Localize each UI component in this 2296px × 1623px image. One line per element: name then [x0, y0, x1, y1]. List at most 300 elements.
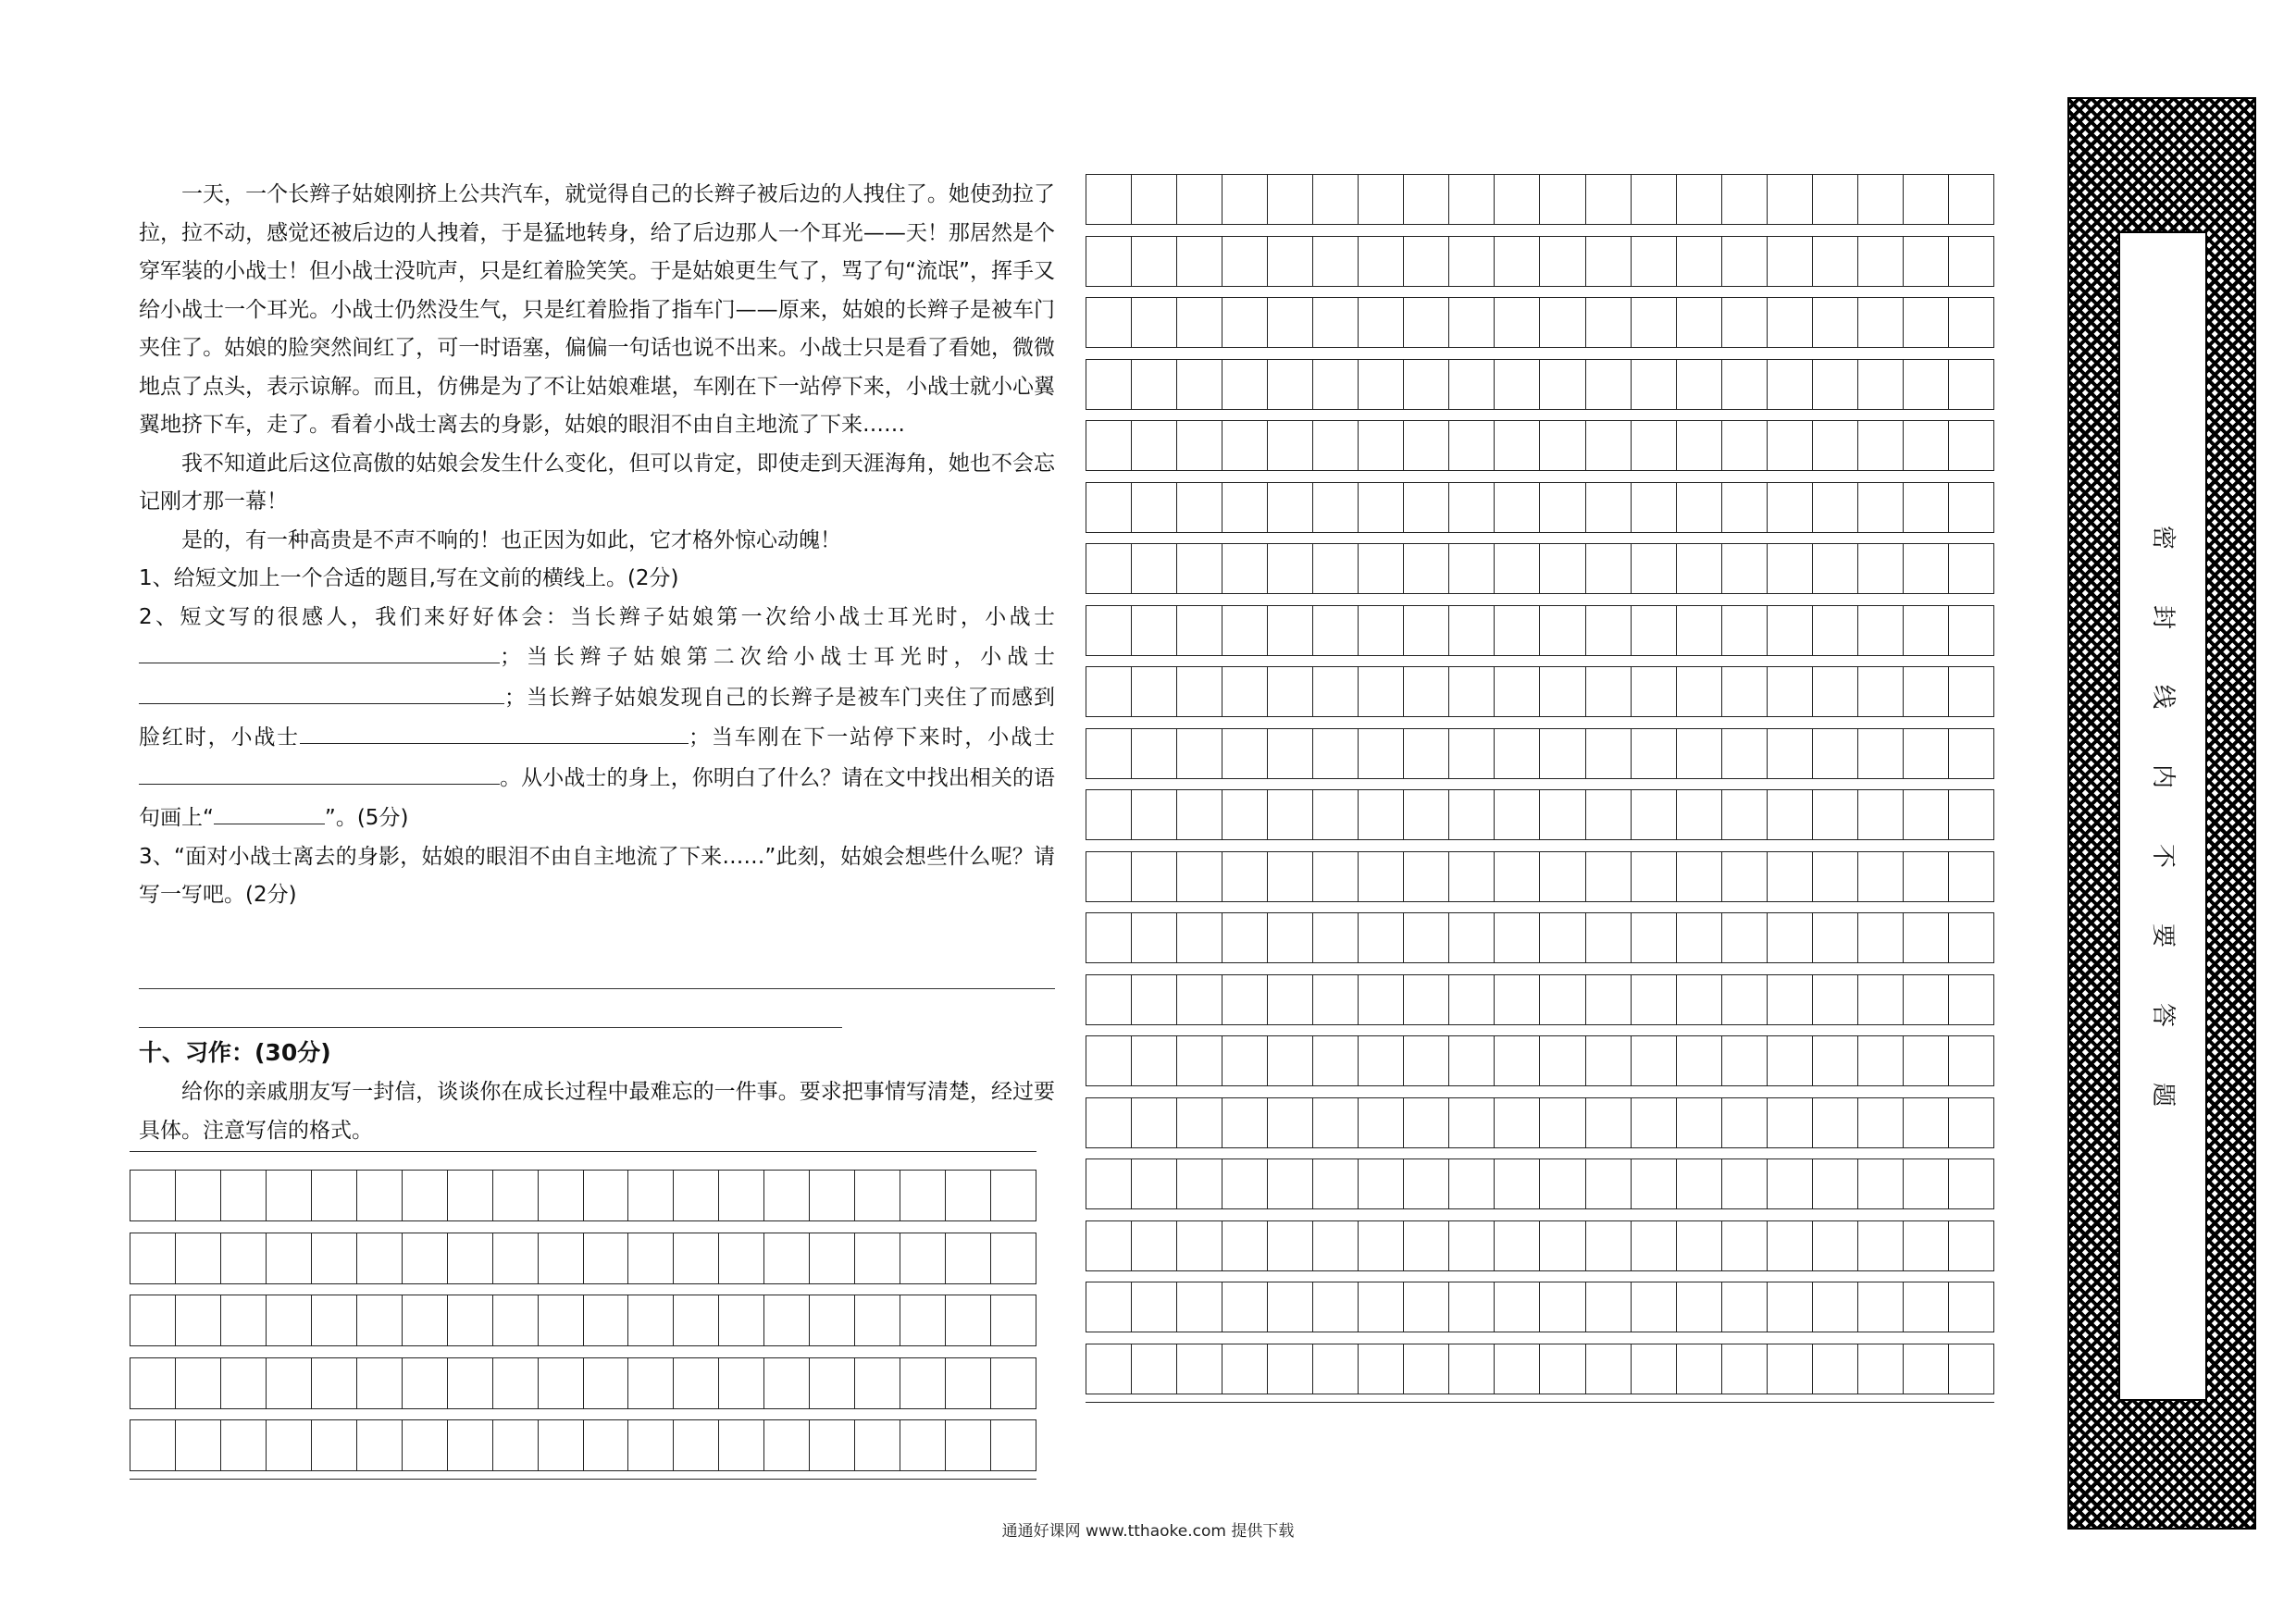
grid-cell[interactable] [1086, 606, 1132, 655]
grid-cell[interactable] [1222, 237, 1268, 286]
grid-cell[interactable] [221, 1171, 267, 1220]
grid-cell[interactable] [1268, 483, 1313, 532]
grid-cell[interactable] [130, 1358, 176, 1408]
grid-cell[interactable] [1177, 790, 1222, 839]
grid-cell[interactable] [1813, 1159, 1858, 1208]
grid-cell[interactable] [674, 1358, 719, 1408]
grid-cell[interactable] [946, 1171, 991, 1220]
grid-cell[interactable] [1813, 1036, 1858, 1085]
grid-cell[interactable] [1495, 790, 1540, 839]
grid-cell[interactable] [1313, 729, 1359, 778]
grid-cell[interactable] [312, 1233, 357, 1283]
grid-cell[interactable] [1449, 544, 1495, 593]
grid-cell[interactable] [1222, 298, 1268, 347]
grid-cell[interactable] [1949, 606, 1993, 655]
grid-cell[interactable] [1449, 360, 1495, 409]
grid-cell[interactable] [1768, 421, 1813, 470]
grid-cell[interactable] [1904, 360, 1949, 409]
grid-cell[interactable] [1449, 913, 1495, 962]
grid-cell[interactable] [1632, 1036, 1677, 1085]
grid-cell[interactable] [1132, 1098, 1177, 1147]
grid-cell[interactable] [130, 1233, 176, 1283]
grid-cell[interactable] [719, 1295, 764, 1345]
grid-cell[interactable] [1177, 913, 1222, 962]
grid-cell[interactable] [628, 1295, 674, 1345]
grid-cell[interactable] [357, 1420, 403, 1470]
grid-cell[interactable] [1632, 729, 1677, 778]
grid-cell[interactable] [1177, 544, 1222, 593]
grid-cell[interactable] [1949, 975, 1993, 1024]
grid-cell[interactable] [1086, 483, 1132, 532]
grid-cell[interactable] [1949, 1159, 1993, 1208]
grid-cell[interactable] [1813, 1344, 1858, 1394]
answer-line-1[interactable] [139, 988, 1055, 989]
grid-cell[interactable] [1722, 729, 1768, 778]
grid-cell[interactable] [1404, 175, 1449, 224]
grid-row[interactable] [130, 1170, 1036, 1221]
grid-cell[interactable] [1632, 1282, 1677, 1332]
grid-cell[interactable] [1904, 1282, 1949, 1332]
answer-line-2[interactable] [139, 1027, 842, 1028]
grid-cell[interactable] [1768, 667, 1813, 716]
grid-cell[interactable] [1813, 790, 1858, 839]
grid-cell[interactable] [448, 1233, 493, 1283]
grid-cell[interactable] [1586, 1221, 1632, 1270]
grid-cell[interactable] [1313, 175, 1359, 224]
grid-cell[interactable] [1677, 667, 1722, 716]
grid-cell[interactable] [1268, 1098, 1313, 1147]
grid-cell[interactable] [1359, 483, 1404, 532]
grid-row[interactable] [1086, 543, 1994, 594]
grid-cell[interactable] [855, 1420, 900, 1470]
grid-cell[interactable] [1177, 729, 1222, 778]
grid-cell[interactable] [1086, 1159, 1132, 1208]
grid-cell[interactable] [1540, 975, 1585, 1024]
grid-cell[interactable] [448, 1295, 493, 1345]
grid-cell[interactable] [357, 1171, 403, 1220]
grid-cell[interactable] [1086, 975, 1132, 1024]
grid-cell[interactable] [1313, 1221, 1359, 1270]
grid-cell[interactable] [1813, 1221, 1858, 1270]
grid-cell[interactable] [1768, 1098, 1813, 1147]
grid-cell[interactable] [1768, 1282, 1813, 1332]
grid-cell[interactable] [1222, 1221, 1268, 1270]
grid-cell[interactable] [1813, 606, 1858, 655]
grid-cell[interactable] [1132, 360, 1177, 409]
grid-cell[interactable] [1904, 421, 1949, 470]
grid-cell[interactable] [1904, 298, 1949, 347]
grid-cell[interactable] [1858, 1221, 1904, 1270]
grid-cell[interactable] [1722, 1344, 1768, 1394]
grid-cell[interactable] [628, 1358, 674, 1408]
grid-cell[interactable] [1132, 1036, 1177, 1085]
grid-cell[interactable] [493, 1233, 539, 1283]
grid-cell[interactable] [1586, 175, 1632, 224]
grid-cell[interactable] [1449, 1036, 1495, 1085]
grid-cell[interactable] [810, 1420, 855, 1470]
grid-cell[interactable] [1722, 1036, 1768, 1085]
grid-cell[interactable] [991, 1295, 1036, 1345]
grid-cell[interactable] [1540, 729, 1585, 778]
grid-cell[interactable] [900, 1233, 946, 1283]
grid-cell[interactable] [900, 1171, 946, 1220]
grid-cell[interactable] [1813, 1098, 1858, 1147]
grid-cell[interactable] [357, 1295, 403, 1345]
grid-cell[interactable] [1949, 1098, 1993, 1147]
grid-cell[interactable] [1813, 298, 1858, 347]
grid-cell[interactable] [1222, 1159, 1268, 1208]
grid-cell[interactable] [267, 1171, 312, 1220]
grid-cell[interactable] [855, 1358, 900, 1408]
grid-cell[interactable] [1858, 175, 1904, 224]
grid-cell[interactable] [1677, 175, 1722, 224]
grid-cell[interactable] [1404, 852, 1449, 901]
grid-cell[interactable] [1222, 913, 1268, 962]
grid-cell[interactable] [1313, 421, 1359, 470]
grid-cell[interactable] [448, 1358, 493, 1408]
grid-cell[interactable] [674, 1420, 719, 1470]
grid-cell[interactable] [1268, 975, 1313, 1024]
grid-cell[interactable] [1177, 237, 1222, 286]
grid-cell[interactable] [855, 1233, 900, 1283]
grid-cell[interactable] [1677, 298, 1722, 347]
grid-cell[interactable] [1086, 1036, 1132, 1085]
grid-row[interactable] [1086, 1035, 1994, 1086]
grid-cell[interactable] [719, 1171, 764, 1220]
grid-cell[interactable] [1449, 1159, 1495, 1208]
grid-cell[interactable] [1313, 298, 1359, 347]
grid-cell[interactable] [1586, 298, 1632, 347]
grid-cell[interactable] [764, 1295, 810, 1345]
grid-cell[interactable] [674, 1233, 719, 1283]
grid-cell[interactable] [1858, 421, 1904, 470]
grid-cell[interactable] [1858, 1159, 1904, 1208]
grid-cell[interactable] [539, 1295, 584, 1345]
grid-cell[interactable] [1449, 729, 1495, 778]
grid-cell[interactable] [1313, 1036, 1359, 1085]
grid-cell[interactable] [357, 1233, 403, 1283]
grid-cell[interactable] [176, 1358, 221, 1408]
grid-cell[interactable] [1086, 667, 1132, 716]
grid-cell[interactable] [1813, 913, 1858, 962]
grid-cell[interactable] [1359, 1098, 1404, 1147]
grid-cell[interactable] [1313, 852, 1359, 901]
grid-cell[interactable] [1858, 298, 1904, 347]
grid-cell[interactable] [1268, 667, 1313, 716]
grid-row[interactable] [130, 1233, 1036, 1284]
answer-blank-1[interactable] [139, 637, 500, 663]
grid-row[interactable] [1086, 974, 1994, 1025]
grid-cell[interactable] [1268, 360, 1313, 409]
grid-row[interactable] [1086, 174, 1994, 225]
grid-cell[interactable] [1632, 544, 1677, 593]
grid-cell[interactable] [1177, 852, 1222, 901]
grid-cell[interactable] [1404, 1098, 1449, 1147]
grid-cell[interactable] [1132, 852, 1177, 901]
grid-row[interactable] [1086, 1220, 1994, 1271]
grid-cell[interactable] [1813, 975, 1858, 1024]
grid-cell[interactable] [1677, 975, 1722, 1024]
grid-cell[interactable] [1949, 667, 1993, 716]
grid-cell[interactable] [1404, 729, 1449, 778]
grid-cell[interactable] [1359, 544, 1404, 593]
grid-cell[interactable] [584, 1295, 629, 1345]
grid-cell[interactable] [1904, 975, 1949, 1024]
grid-cell[interactable] [1677, 852, 1722, 901]
grid-cell[interactable] [1177, 1159, 1222, 1208]
grid-cell[interactable] [1722, 852, 1768, 901]
grid-cell[interactable] [810, 1233, 855, 1283]
grid-cell[interactable] [1404, 1282, 1449, 1332]
grid-cell[interactable] [1177, 1036, 1222, 1085]
grid-cell[interactable] [1722, 544, 1768, 593]
grid-cell[interactable] [1313, 483, 1359, 532]
grid-cell[interactable] [1813, 360, 1858, 409]
grid-cell[interactable] [1586, 1159, 1632, 1208]
grid-cell[interactable] [1632, 360, 1677, 409]
grid-cell[interactable] [1632, 1098, 1677, 1147]
grid-cell[interactable] [1677, 421, 1722, 470]
grid-cell[interactable] [1722, 1221, 1768, 1270]
grid-cell[interactable] [628, 1420, 674, 1470]
grid-cell[interactable] [1632, 790, 1677, 839]
grid-cell[interactable] [1904, 606, 1949, 655]
grid-cell[interactable] [1813, 667, 1858, 716]
grid-cell[interactable] [1132, 1344, 1177, 1394]
grid-cell[interactable] [1268, 1159, 1313, 1208]
grid-cell[interactable] [1495, 298, 1540, 347]
grid-cell[interactable] [1404, 544, 1449, 593]
grid-cell[interactable] [1768, 175, 1813, 224]
grid-cell[interactable] [1132, 1159, 1177, 1208]
grid-cell[interactable] [1404, 360, 1449, 409]
grid-cell[interactable] [674, 1171, 719, 1220]
grid-cell[interactable] [1177, 1221, 1222, 1270]
grid-cell[interactable] [810, 1358, 855, 1408]
grid-cell[interactable] [130, 1171, 176, 1220]
grid-cell[interactable] [221, 1420, 267, 1470]
grid-cell[interactable] [1222, 852, 1268, 901]
grid-cell[interactable] [1449, 606, 1495, 655]
grid-cell[interactable] [539, 1358, 584, 1408]
grid-cell[interactable] [1677, 360, 1722, 409]
grid-cell[interactable] [1540, 237, 1585, 286]
grid-row[interactable] [1086, 789, 1994, 840]
grid-cell[interactable] [1449, 421, 1495, 470]
grid-cell[interactable] [1495, 1282, 1540, 1332]
grid-cell[interactable] [1722, 975, 1768, 1024]
grid-cell[interactable] [1404, 1036, 1449, 1085]
grid-cell[interactable] [1086, 1221, 1132, 1270]
grid-cell[interactable] [539, 1171, 584, 1220]
grid-cell[interactable] [1222, 790, 1268, 839]
grid-cell[interactable] [1858, 1344, 1904, 1394]
grid-row[interactable] [1086, 605, 1994, 656]
grid-cell[interactable] [1404, 1344, 1449, 1394]
grid-cell[interactable] [1268, 729, 1313, 778]
grid-cell[interactable] [493, 1295, 539, 1345]
grid-cell[interactable] [1404, 975, 1449, 1024]
grid-cell[interactable] [312, 1171, 357, 1220]
grid-cell[interactable] [1677, 729, 1722, 778]
grid-cell[interactable] [719, 1233, 764, 1283]
grid-cell[interactable] [1632, 975, 1677, 1024]
grid-cell[interactable] [1268, 175, 1313, 224]
grid-cell[interactable] [1132, 175, 1177, 224]
grid-cell[interactable] [1949, 175, 1993, 224]
grid-cell[interactable] [1722, 1098, 1768, 1147]
grid-cell[interactable] [946, 1420, 991, 1470]
grid-cell[interactable] [1086, 544, 1132, 593]
grid-cell[interactable] [1268, 1221, 1313, 1270]
grid-cell[interactable] [1904, 175, 1949, 224]
grid-cell[interactable] [1768, 298, 1813, 347]
grid-row[interactable] [1086, 851, 1994, 902]
grid-cell[interactable] [1222, 1282, 1268, 1332]
grid-cell[interactable] [1268, 852, 1313, 901]
grid-cell[interactable] [1222, 606, 1268, 655]
grid-cell[interactable] [1949, 1221, 1993, 1270]
grid-cell[interactable] [1359, 1221, 1404, 1270]
grid-cell[interactable] [1177, 1098, 1222, 1147]
grid-cell[interactable] [1768, 1344, 1813, 1394]
grid-cell[interactable] [1722, 790, 1768, 839]
grid-cell[interactable] [1858, 729, 1904, 778]
grid-cell[interactable] [1222, 975, 1268, 1024]
grid-cell[interactable] [1177, 1282, 1222, 1332]
grid-cell[interactable] [1404, 421, 1449, 470]
grid-cell[interactable] [584, 1233, 629, 1283]
grid-row[interactable] [1086, 1344, 1994, 1394]
grid-cell[interactable] [312, 1358, 357, 1408]
grid-cell[interactable] [1677, 1036, 1722, 1085]
grid-cell[interactable] [1677, 913, 1722, 962]
grid-cell[interactable] [1904, 1159, 1949, 1208]
grid-cell[interactable] [1858, 667, 1904, 716]
grid-cell[interactable] [403, 1295, 448, 1345]
grid-cell[interactable] [1222, 667, 1268, 716]
grid-cell[interactable] [1222, 729, 1268, 778]
grid-cell[interactable] [403, 1358, 448, 1408]
grid-cell[interactable] [1222, 544, 1268, 593]
grid-cell[interactable] [1858, 1282, 1904, 1332]
grid-cell[interactable] [1722, 421, 1768, 470]
grid-cell[interactable] [1949, 913, 1993, 962]
grid-cell[interactable] [1540, 421, 1585, 470]
grid-cell[interactable] [1359, 975, 1404, 1024]
grid-cell[interactable] [1586, 421, 1632, 470]
grid-cell[interactable] [221, 1358, 267, 1408]
grid-cell[interactable] [1540, 667, 1585, 716]
grid-cell[interactable] [1540, 1282, 1585, 1332]
grid-cell[interactable] [1949, 237, 1993, 286]
grid-cell[interactable] [1632, 1159, 1677, 1208]
grid-cell[interactable] [1904, 1221, 1949, 1270]
grid-cell[interactable] [1722, 483, 1768, 532]
grid-cell[interactable] [1586, 729, 1632, 778]
grid-cell[interactable] [1313, 360, 1359, 409]
grid-cell[interactable] [1858, 483, 1904, 532]
grid-cell[interactable] [1132, 975, 1177, 1024]
grid-cell[interactable] [1404, 913, 1449, 962]
grid-cell[interactable] [1313, 1344, 1359, 1394]
grid-cell[interactable] [1904, 667, 1949, 716]
grid-cell[interactable] [1586, 1098, 1632, 1147]
grid-cell[interactable] [991, 1171, 1036, 1220]
grid-cell[interactable] [1313, 1282, 1359, 1332]
grid-cell[interactable] [1722, 175, 1768, 224]
grid-cell[interactable] [1086, 237, 1132, 286]
grid-cell[interactable] [1858, 1098, 1904, 1147]
grid-cell[interactable] [1949, 298, 1993, 347]
grid-cell[interactable] [1359, 667, 1404, 716]
grid-cell[interactable] [130, 1295, 176, 1345]
grid-cell[interactable] [1404, 790, 1449, 839]
grid-cell[interactable] [1132, 790, 1177, 839]
grid-cell[interactable] [1586, 544, 1632, 593]
grid-cell[interactable] [628, 1233, 674, 1283]
grid-cell[interactable] [1858, 544, 1904, 593]
grid-cell[interactable] [1495, 483, 1540, 532]
grid-cell[interactable] [1858, 913, 1904, 962]
grid-cell[interactable] [1677, 1282, 1722, 1332]
grid-cell[interactable] [1632, 483, 1677, 532]
grid-cell[interactable] [1904, 913, 1949, 962]
grid-cell[interactable] [1677, 544, 1722, 593]
grid-cell[interactable] [1768, 237, 1813, 286]
grid-cell[interactable] [1222, 421, 1268, 470]
grid-cell[interactable] [1540, 852, 1585, 901]
grid-cell[interactable] [221, 1233, 267, 1283]
grid-cell[interactable] [176, 1171, 221, 1220]
grid-row[interactable] [130, 1419, 1036, 1471]
grid-cell[interactable] [312, 1295, 357, 1345]
grid-cell[interactable] [946, 1358, 991, 1408]
grid-cell[interactable] [1586, 852, 1632, 901]
grid-cell[interactable] [1495, 852, 1540, 901]
grid-cell[interactable] [764, 1171, 810, 1220]
grid-cell[interactable] [1495, 360, 1540, 409]
grid-cell[interactable] [1177, 360, 1222, 409]
grid-cell[interactable] [1949, 1282, 1993, 1332]
grid-cell[interactable] [1586, 667, 1632, 716]
grid-cell[interactable] [1177, 175, 1222, 224]
grid-cell[interactable] [1858, 606, 1904, 655]
grid-cell[interactable] [1586, 1282, 1632, 1332]
grid-cell[interactable] [1359, 1036, 1404, 1085]
grid-cell[interactable] [1313, 975, 1359, 1024]
grid-cell[interactable] [1540, 360, 1585, 409]
grid-cell[interactable] [1404, 298, 1449, 347]
grid-cell[interactable] [1404, 1221, 1449, 1270]
composition-grid-right[interactable] [1086, 174, 1994, 1410]
grid-cell[interactable] [1086, 852, 1132, 901]
grid-cell[interactable] [1268, 298, 1313, 347]
grid-cell[interactable] [1177, 1344, 1222, 1394]
grid-cell[interactable] [267, 1420, 312, 1470]
grid-cell[interactable] [1495, 729, 1540, 778]
grid-cell[interactable] [1268, 237, 1313, 286]
grid-cell[interactable] [1359, 421, 1404, 470]
grid-cell[interactable] [1768, 975, 1813, 1024]
grid-cell[interactable] [991, 1358, 1036, 1408]
grid-cell[interactable] [1632, 1344, 1677, 1394]
grid-row[interactable] [130, 1357, 1036, 1409]
grid-cell[interactable] [221, 1295, 267, 1345]
grid-cell[interactable] [1632, 237, 1677, 286]
grid-cell[interactable] [1313, 237, 1359, 286]
grid-cell[interactable] [1222, 1098, 1268, 1147]
